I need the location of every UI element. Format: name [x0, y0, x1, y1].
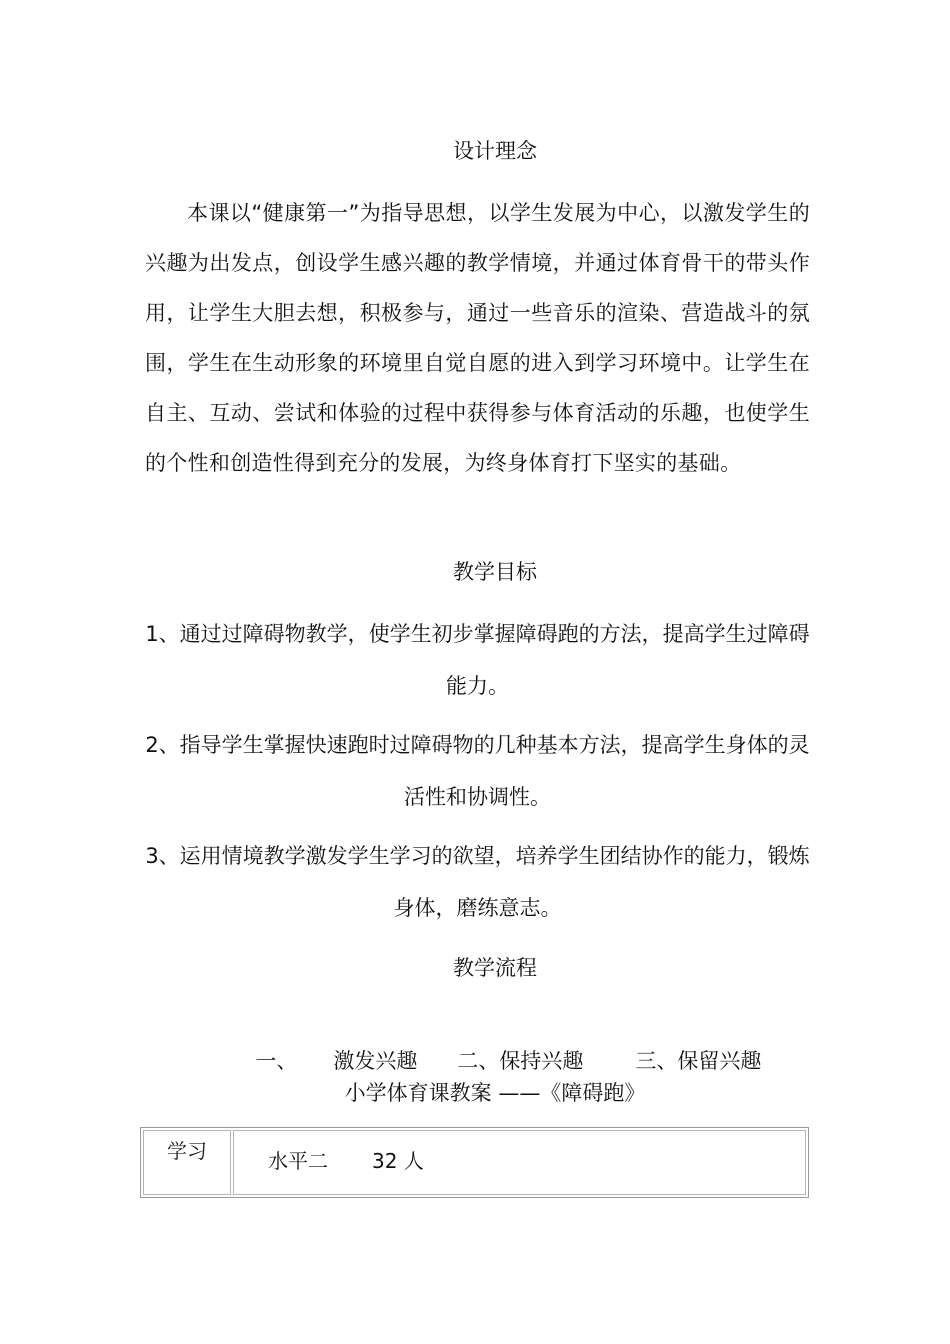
plan-title: 小学体育课教案 ——《障碍跑》 [344, 1081, 646, 1105]
flow-step-1-number: 一、 [255, 1049, 298, 1073]
flow-step-1-text: 激发兴趣 [333, 1049, 418, 1073]
flow-step-3: 三、保留兴趣 [635, 1049, 762, 1073]
goal-item-3: 3、运用情境教学激发学生学习的欲望，培养学生团结协作的能力，锻炼身体，磨练意志。 [145, 844, 810, 920]
flow-step-2: 二、保持兴趣 [457, 1049, 584, 1073]
table-label-cell: 学习 [143, 1130, 231, 1195]
flow-title: 教学流程 [453, 956, 537, 980]
table-value-cell [233, 1130, 806, 1195]
lesson-info-table [140, 1127, 809, 1198]
goals-title: 教学目标 [453, 560, 537, 584]
table-row [143, 1130, 806, 1195]
design-paragraph: 本课以“健康第一”为指导思想，以学生发展为中心，以激发学生的兴趣为出发点，创设学生感兴趣的教学情境，并通过体育骨干的带头作用，让学生大胆去想，积极参与，通过一些音乐的渲染、营造战斗的氛围，学生在生动形象的环境里自觉自愿的进入到学习环境中。让学生在自主、互动、尝试和体验的过程中获得参与体育活动的乐趣，也使学生的个性和创造性得到充分的发展，为终身体育打下坚实的基础。 [145, 201, 810, 475]
student-count: 32 人 [372, 1149, 424, 1173]
level-value: 水平二 [268, 1149, 328, 1173]
goal-item-2: 2、指导学生掌握快速跑时过障碍物的几种基本方法，提高学生身体的灵活性和协调性。 [145, 733, 810, 809]
design-title: 设计理念 [453, 139, 537, 163]
goal-item-1: 1、通过过障碍物教学，使学生初步掌握障碍跑的方法，提高学生过障碍能力。 [145, 622, 810, 698]
